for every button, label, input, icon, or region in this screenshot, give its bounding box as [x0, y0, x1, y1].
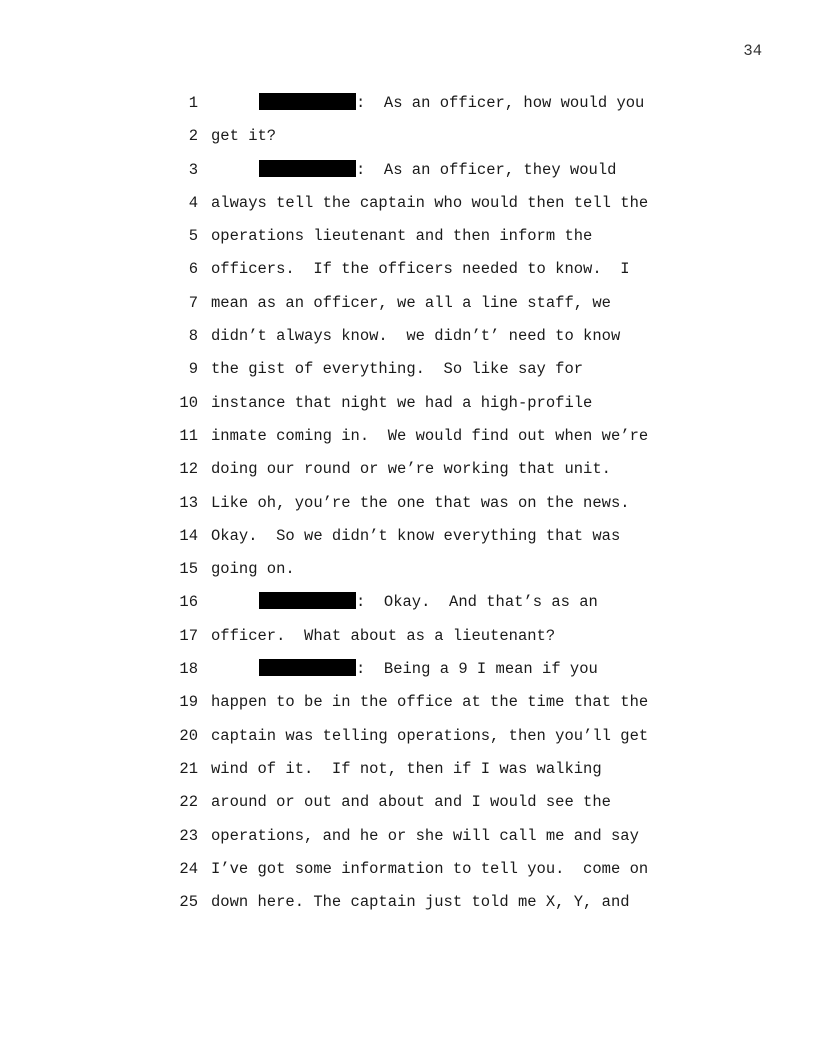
line-content: going on.	[211, 560, 295, 579]
line-text	[211, 353, 583, 386]
line-number: 1	[188, 94, 198, 112]
line-content: I’ve got some information to tell you. come on	[211, 859, 649, 878]
transcript-line	[0, 120, 816, 153]
line-content: the gist of everything. So like say for	[211, 360, 584, 379]
line-content: Like oh, you’re the one that was on the news.	[211, 493, 630, 512]
transcript-line	[0, 653, 816, 686]
redaction-bar	[259, 592, 356, 609]
line-content: get it?	[211, 127, 277, 146]
speaker-line-text	[259, 87, 644, 120]
line-content: : As an officer, how would you	[356, 94, 645, 112]
line-content: didn’t always know. we didn’t’ need to know	[211, 327, 621, 346]
line-number: 8	[188, 327, 198, 346]
line-number: 18	[179, 660, 198, 679]
transcript-line	[0, 786, 816, 819]
line-text	[211, 220, 592, 253]
line-text	[211, 720, 648, 753]
line-text	[211, 853, 648, 886]
transcript-line	[0, 187, 816, 220]
line-content: : Okay. And that’s as an	[356, 593, 598, 612]
line-number: 2	[188, 127, 198, 146]
line-number: 22	[179, 793, 198, 812]
transcript-line	[0, 387, 816, 420]
transcript-line	[0, 553, 816, 586]
line-text	[211, 453, 611, 486]
line-content: : Being a 9 I mean if you	[356, 660, 598, 679]
line-content: operations, and he or she will call me and say	[211, 826, 639, 845]
line-number: 6	[188, 260, 198, 279]
line-number: 4	[188, 193, 198, 212]
line-number: 21	[179, 759, 198, 778]
line-content: inmate coming in. We would find out when we’re	[211, 426, 649, 445]
line-text	[211, 187, 648, 220]
transcript-line	[0, 620, 816, 653]
transcript-line	[0, 520, 816, 553]
line-text	[211, 553, 295, 586]
line-content: officers. If the officers needed to know. I	[211, 260, 630, 279]
redaction-bar	[259, 93, 356, 110]
page-number: 34	[743, 42, 762, 60]
speaker-line-text	[259, 154, 616, 187]
line-text	[211, 120, 276, 153]
line-text	[211, 287, 611, 320]
transcript-line	[0, 853, 816, 886]
line-content: Okay. So we didn’t know everything that was	[211, 526, 621, 545]
line-text	[211, 253, 630, 286]
line-number: 20	[179, 726, 198, 745]
line-content: captain was telling operations, then you’ll get	[211, 726, 649, 745]
line-text	[211, 886, 630, 919]
line-content: happen to be in the office at the time that the	[211, 693, 649, 712]
transcript-line	[0, 253, 816, 286]
line-text	[211, 320, 620, 353]
line-number: 23	[179, 826, 198, 845]
line-number: 12	[179, 460, 198, 479]
speaker-line-text	[259, 653, 598, 686]
transcript-line	[0, 753, 816, 786]
line-number: 15	[179, 560, 198, 579]
line-text	[211, 420, 648, 453]
line-content: always tell the captain who would then tell the	[211, 193, 649, 212]
line-content: wind of it. If not, then if I was walking	[211, 759, 602, 778]
line-number: 13	[179, 493, 198, 512]
transcript-line	[0, 353, 816, 386]
line-text	[211, 520, 620, 553]
transcript-line	[0, 586, 816, 619]
transcript-body	[0, 87, 816, 919]
line-text	[211, 753, 602, 786]
transcript-line	[0, 720, 816, 753]
line-number: 16	[179, 593, 198, 612]
line-number: 17	[179, 626, 198, 645]
line-content: officer. What about as a lieutenant?	[211, 626, 556, 645]
line-number: 9	[188, 360, 198, 379]
speaker-line-text	[259, 586, 598, 619]
line-number: 10	[179, 393, 198, 412]
line-content: around or out and about and I would see the	[211, 793, 611, 812]
transcript-line	[0, 453, 816, 486]
transcript-line	[0, 487, 816, 520]
line-text	[211, 686, 648, 719]
transcript-line	[0, 154, 816, 187]
line-content: : As an officer, they would	[356, 160, 617, 179]
transcript-line	[0, 220, 816, 253]
transcript-line	[0, 287, 816, 320]
transcript-line	[0, 420, 816, 453]
transcript-line	[0, 320, 816, 353]
line-number: 24	[179, 859, 198, 878]
line-content: operations lieutenant and then inform the	[211, 227, 593, 246]
line-content: doing our round or we’re working that unit.	[211, 460, 611, 479]
transcript-line	[0, 686, 816, 719]
transcript-line	[0, 87, 816, 120]
transcript-line	[0, 886, 816, 919]
transcript-line	[0, 820, 816, 853]
line-number: 19	[179, 693, 198, 712]
line-number: 11	[179, 426, 198, 445]
line-content: down here. The captain just told me X, Y, and	[211, 893, 630, 912]
redaction-bar	[259, 659, 356, 676]
line-content: instance that night we had a high-profile	[211, 393, 593, 412]
line-text	[211, 820, 639, 853]
line-text	[211, 620, 555, 653]
line-number: 7	[188, 293, 198, 312]
line-number: 14	[179, 526, 198, 545]
line-number: 5	[188, 227, 198, 246]
redaction-bar	[259, 160, 356, 177]
line-text	[211, 387, 592, 420]
line-text	[211, 487, 630, 520]
line-text	[211, 786, 611, 819]
line-number: 3	[188, 160, 198, 179]
line-content: mean as an officer, we all a line staff, we	[211, 293, 611, 312]
line-number: 25	[179, 893, 198, 912]
